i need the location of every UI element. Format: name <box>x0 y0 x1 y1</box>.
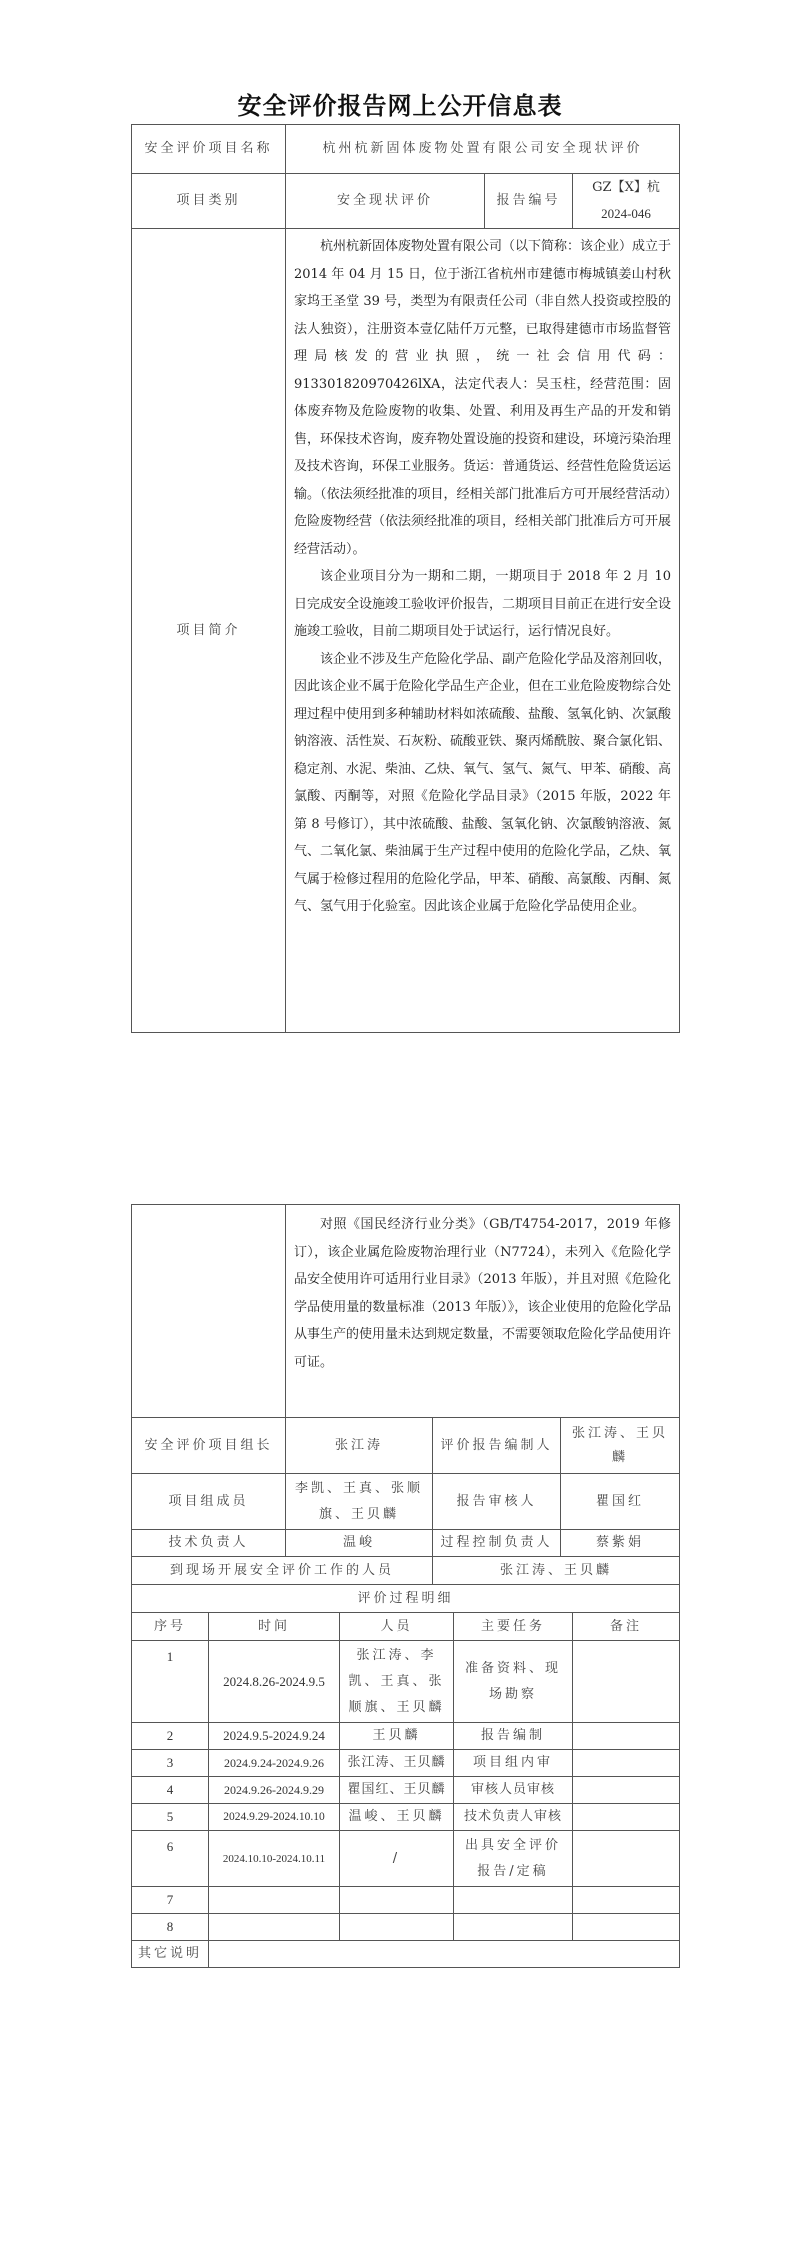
project-name-label: 安全评价项目名称 <box>132 125 286 174</box>
row-time: 2024.9.26-2024.9.29 <box>209 1777 340 1804</box>
intro-label-continued <box>132 1205 286 1418</box>
row-note <box>573 1750 680 1777</box>
row-task: 报告编制 <box>454 1723 573 1750</box>
row-task: 准备资料、现场勘察 <box>454 1641 573 1723</box>
category-label: 项目类别 <box>132 174 286 229</box>
row-task: 技术负责人审核 <box>454 1804 573 1831</box>
row-people: 瞿国红、王贝麟 <box>340 1777 454 1804</box>
category-value: 安全现状评价 <box>286 174 485 229</box>
intro-continued <box>286 1205 680 1418</box>
row-no: 6 <box>132 1831 209 1887</box>
table-row <box>132 1750 680 1777</box>
row-note <box>573 1914 680 1941</box>
row-note <box>573 1723 680 1750</box>
members-label: 项目组成员 <box>132 1474 286 1530</box>
report-no-label: 报告编号 <box>485 174 573 229</box>
row-note <box>573 1831 680 1887</box>
other-notes-value <box>209 1941 680 1968</box>
row-note <box>573 1804 680 1831</box>
row-people: 王贝麟 <box>340 1723 454 1750</box>
row-task: 项目组内审 <box>454 1750 573 1777</box>
intro-paragraph-4: 对照《国民经济行业分类》（GB/T4754-2017，2019 年修订），该企业属危险废物治理行业（N7724），未列入《危险化学品安全使用许可适用行业目录》（2013 年版），并且对照《危险化学品使用量的数量标准（2013 年版）》，该企业使用的危险化学品从事生产的使用量未达到规定数量，不需要领取危险化学品使用许可证。 <box>294 1217 672 1370</box>
row-people: 张江涛、王贝麟 <box>340 1750 454 1777</box>
table-row <box>132 1804 680 1831</box>
table-row <box>132 1914 680 1941</box>
row-time <box>209 1914 340 1941</box>
row-people: / <box>340 1831 454 1887</box>
intro-text <box>286 229 680 1033</box>
members-value: 李凯、王真、张顺旗、王贝麟 <box>286 1474 433 1530</box>
reviewer-label: 报告审核人 <box>433 1474 561 1530</box>
row-time: 2024.9.5-2024.9.24 <box>209 1723 340 1750</box>
leader-label: 安全评价项目组长 <box>132 1418 286 1474</box>
info-table-page2 <box>131 1204 680 1585</box>
process-ctrl-value: 蔡紫娟 <box>561 1530 680 1557</box>
row-task <box>454 1914 573 1941</box>
info-table-page1 <box>131 124 680 1033</box>
row-time: 2024.9.24-2024.9.26 <box>209 1750 340 1777</box>
row-time <box>209 1887 340 1914</box>
col-header-people: 人员 <box>340 1613 454 1641</box>
row-people: 张江涛、李凯、王真、张顺旗、王贝麟 <box>340 1641 454 1723</box>
table-row <box>132 1887 680 1914</box>
row-no: 8 <box>132 1914 209 1941</box>
table-row <box>132 1641 680 1723</box>
row-task <box>454 1887 573 1914</box>
row-no: 2 <box>132 1723 209 1750</box>
table-row <box>132 1723 680 1750</box>
report-no-line1: GZ【X】杭 <box>592 180 660 195</box>
leader-value: 张江涛 <box>286 1418 433 1474</box>
col-header-task: 主要任务 <box>454 1613 573 1641</box>
table-row <box>132 1831 680 1887</box>
project-name-value: 杭州杭新固体废物处置有限公司安全现状评价 <box>286 125 680 174</box>
row-note <box>573 1887 680 1914</box>
report-no-value <box>573 174 680 229</box>
process-table <box>131 1584 680 1968</box>
row-people: 温峻、王贝麟 <box>340 1804 454 1831</box>
intro-label: 项目简介 <box>132 229 286 1033</box>
col-header-no: 序号 <box>132 1613 209 1641</box>
report-no-line2: 2024-046 <box>601 206 651 221</box>
compiler-label: 评价报告编制人 <box>433 1418 561 1474</box>
onsite-label: 到现场开展安全评价工作的人员 <box>132 1557 433 1585</box>
process-title: 评价过程明细 <box>132 1585 680 1613</box>
onsite-value: 张江涛、王贝麟 <box>433 1557 680 1585</box>
row-note <box>573 1777 680 1804</box>
row-people <box>340 1887 454 1914</box>
row-no: 5 <box>132 1804 209 1831</box>
row-no: 3 <box>132 1750 209 1777</box>
row-no: 1 <box>132 1641 209 1723</box>
col-header-note: 备注 <box>573 1613 680 1641</box>
intro-paragraph-2: 该企业项目分为一期和二期，一期项目于 2018 年 2 月 10 日完成安全设施竣工验收评价报告，二期项目目前正在进行安全设施竣工验收，目前二期项目处于试运行，运行情况良好。 <box>294 569 672 639</box>
tech-lead-value: 温峻 <box>286 1530 433 1557</box>
row-time: 2024.10.10-2024.10.11 <box>209 1831 340 1887</box>
compiler-value: 张江涛、王贝麟 <box>561 1418 680 1474</box>
row-time: 2024.9.29-2024.10.10 <box>209 1804 340 1831</box>
intro-paragraph-3: 该企业不涉及生产危险化学品、副产危险化学品及溶剂回收，因此该企业不属于危险化学品生产企业，但在工业危险废物综合处理过程中使用到多种辅助材料如浓硫酸、盐酸、氢氧化钠、次氯酸钠溶液、活性炭、石灰粉、硫酸亚铁、聚丙烯酰胺、聚合氯化铝、稳定剂、水泥、柴油、乙炔、氧气、氢气、氮气、甲苯、硝酸、高氯酸、丙酮等，对照《危险化学品目录》（2015 年版，2022 年第 8 号修订），其中浓硫酸、盐酸、氢氧化钠、次氯酸钠溶液、氮气、二氧化氯、柴油属于生产过程中使用的危险化学品，乙炔、氧气属于检修过程用的危险化学品，甲苯、硝酸、高氯酸、丙酮、氮气、氢气用于化验室。因此该企业属于危险化学品使用企业。 <box>294 651 672 914</box>
row-people <box>340 1914 454 1941</box>
page-title: 安全评价报告网上公开信息表 <box>237 92 563 120</box>
reviewer-value: 瞿国红 <box>561 1474 680 1530</box>
other-notes-label: 其它说明 <box>132 1941 209 1968</box>
row-no: 7 <box>132 1887 209 1914</box>
row-task: 审核人员审核 <box>454 1777 573 1804</box>
tech-lead-label: 技术负责人 <box>132 1530 286 1557</box>
intro-paragraph-1: 杭州杭新固体废物处置有限公司（以下简称：该企业）成立于 2014 年 04 月 15 日，位于浙江省杭州市建德市梅城镇姜山村秋家坞王圣堂 39 号，类型为有限责任公司（非自然人投资或控股的法人独资），注册资本壹亿陆仟万元整，已取得建德市市场监督管理局核发的营业执照，统一社会信用代码：913301820970426lXA，法定代表人：吴玉柱，经营范围：固体废弃物及危险废物的收集、处置、利用及再生产品的开发和销售，环保技术咨询，废弃物处置设施的投资和建设，环境污染治理及技术咨询，环保工业服务。货运：普通货运、经营性危险货运运输。（依法须经批准的项目，经相关部门批准后方可开展经营活动）危险废物经营（依法须经批准的项目，经相关部门批准后方可开展经营活动）。 <box>294 239 672 557</box>
process-ctrl-label: 过程控制负责人 <box>433 1530 561 1557</box>
row-task: 出具安全评价报告/定稿 <box>454 1831 573 1887</box>
col-header-time: 时间 <box>209 1613 340 1641</box>
table-row <box>132 1777 680 1804</box>
row-note <box>573 1641 680 1723</box>
row-no: 4 <box>132 1777 209 1804</box>
row-time: 2024.8.26-2024.9.5 <box>209 1641 340 1723</box>
